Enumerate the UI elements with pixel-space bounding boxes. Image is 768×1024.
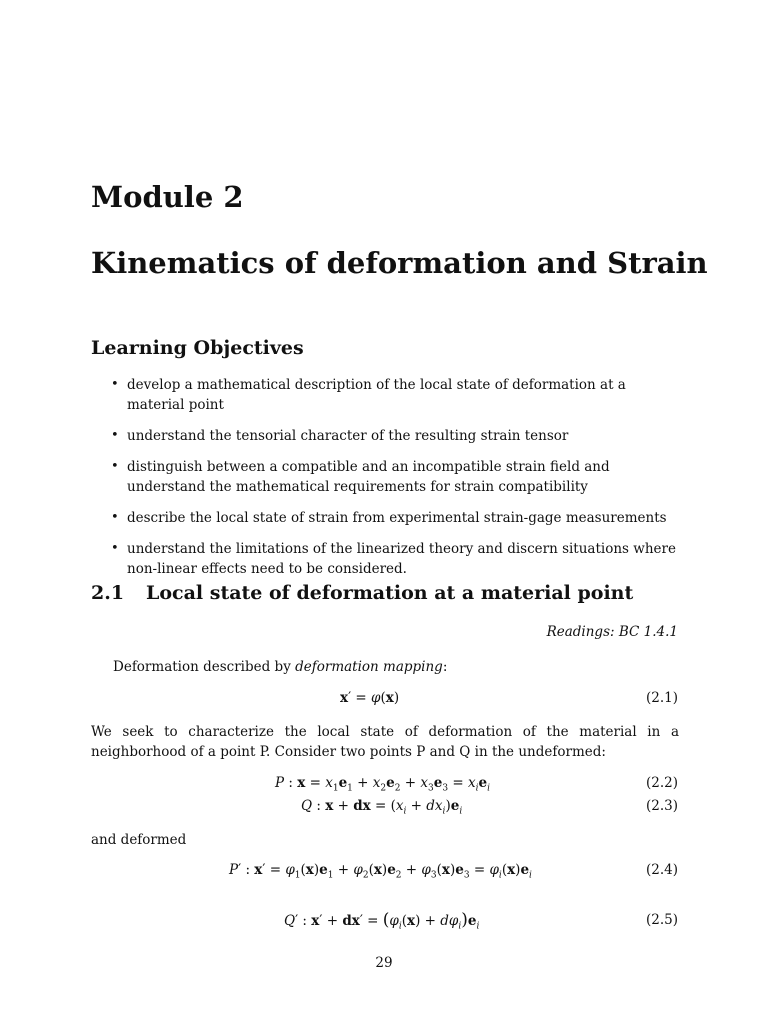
objective-text: describe the local state of strain from experimental strain-gage measurements bbox=[127, 510, 667, 526]
learning-objectives-heading: Learning Objectives bbox=[91, 337, 304, 359]
section-number: 2.1 bbox=[91, 582, 125, 604]
readings-reference: Readings: BC 1.4.1 bbox=[546, 624, 678, 640]
equation-2-1: x′ = φ(x) bbox=[340, 690, 400, 706]
equation-number: (2.3) bbox=[645, 798, 678, 814]
objective-text: develop a mathematical description of the local state of deformation at a material point bbox=[127, 377, 626, 413]
equation-number: (2.4) bbox=[645, 862, 678, 878]
section-heading bbox=[91, 582, 633, 604]
bullet-icon: • bbox=[111, 541, 119, 556]
objective-text: distinguish between a compatible and an incompatible strain field and understand the mathematical requirements for strain compatibility bbox=[127, 459, 610, 495]
list-item bbox=[108, 539, 686, 579]
list-item bbox=[108, 375, 686, 415]
paragraph-deformation-mapping: Deformation described by deformation mapping: bbox=[113, 659, 448, 675]
objective-text: understand the limitations of the linearized theory and discern situations where non-linear effects need to be considered. bbox=[127, 541, 676, 577]
equation-2-5: Q′ : $x' + dx' = (\varphi_i(x) + d\varphi_i)e_i$ bbox=[284, 910, 480, 932]
equation-2-4: P′ : $x' = \varphi_1(x)e_1 + \varphi_2(x)e_2 + \varphi_3(x)e_3 = \varphi_i(x)e_i$ bbox=[229, 862, 532, 881]
bullet-icon: • bbox=[111, 377, 119, 392]
equation-number: (2.5) bbox=[645, 912, 678, 928]
paragraph-characterize: We seek to characterize the local state of deformation of the material in a neighborhood of a point P. Consider two points P and Q in the undeformed: bbox=[91, 724, 679, 760]
bullet-icon: • bbox=[111, 510, 119, 525]
bullet-icon: • bbox=[111, 428, 119, 443]
list-item bbox=[108, 457, 686, 497]
paragraph-and-deformed: and deformed bbox=[91, 832, 187, 848]
learning-objectives-list bbox=[108, 375, 686, 590]
bullet-icon: • bbox=[111, 459, 119, 474]
equation-number: (2.2) bbox=[645, 775, 678, 791]
list-item bbox=[108, 426, 686, 446]
emphasized-term: deformation mapping bbox=[295, 659, 443, 675]
page-number: 29 bbox=[375, 955, 393, 971]
equation-2-3: Q : x + dx = $(x_i + dx_i)e_i$ bbox=[301, 798, 463, 817]
equation-2-2: P : $x = x_1e_1 + x_2e_2 + x_3e_3 = x_ie_i$ bbox=[275, 775, 490, 794]
chapter-title: Kinematics of deformation and Strain bbox=[91, 246, 708, 280]
equation-number: (2.1) bbox=[645, 690, 678, 706]
module-label: Module 2 bbox=[91, 180, 244, 214]
list-item bbox=[108, 508, 686, 528]
section-title: Local state of deformation at a material point bbox=[146, 582, 634, 604]
objective-text: understand the tensorial character of the resulting strain tensor bbox=[127, 428, 569, 444]
